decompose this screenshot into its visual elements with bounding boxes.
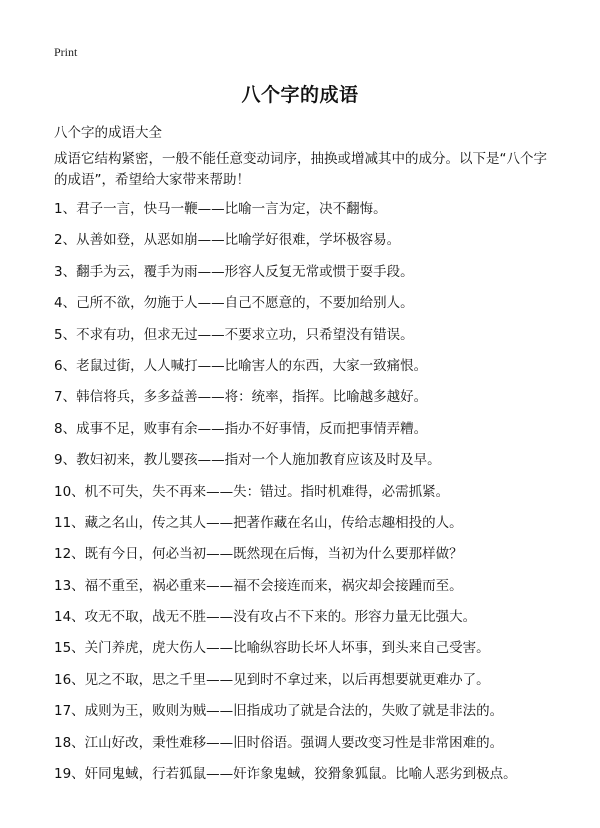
idiom-item: 16、见之不取，思之千里——见到时不拿过来，以后再想要就更难办了。 [54,671,490,688]
idiom-item: 15、关门养虎，虎大伤人——比喻纵容助长坏人坏事，到头来自己受害。 [54,640,490,657]
idiom-list [54,200,574,796]
intro-paragraph: 成语它结构紧密，一般不能任意变动词序，抽换或增减其中的成分。以下是“八个字的成语”，希望给大家带来帮助！ [54,151,547,188]
article-subtitle: 八个字的成语大全 [54,125,162,141]
idiom-item: 11、藏之名山，传之其人——把著作藏在名山，传给志趣相投的人。 [54,514,463,531]
idiom-item: 8、成事不足，败事有余——指办不好事情，反而把事情弄糟。 [54,420,428,437]
idiom-item: 3、翻手为云，覆手为雨——形容人反复无常或惯于耍手段。 [54,263,414,280]
idiom-item: 17、成则为王，败则为贼——旧指成功了就是合法的，失败了就是非法的。 [54,703,504,720]
idiom-item: 14、攻无不取，战无不胜——没有攻占不下来的。形容力量无比强大。 [54,609,477,626]
idiom-item: 12、既有今日，何必当初——既然现在后悔，当初为什么要那样做？ [54,546,463,563]
idiom-item: 1、君子一言，快马一鞭——比喻一言为定，决不翻悔。 [54,201,387,217]
idiom-item: 5、不求有功，但求无过——不要求立功，只希望没有错误。 [54,326,414,343]
idiom-item: 13、福不重至，祸必重来——福不会接连而来，祸灾却会接踵而至。 [54,577,463,594]
idiom-item: 6、老鼠过街，人人喊打——比喻害人的东西，大家一致痛恨。 [54,357,428,374]
idiom-item: 7、韩信将兵，多多益善——将：统率，指挥。比喻越多越好。 [54,389,428,406]
idiom-item: 18、江山好改，秉性难移——旧时俗语。强调人要改变习性是非常困难的。 [54,734,504,751]
idiom-item: 4、己所不欲，勿施于人——自己不愿意的，不要加给别人。 [54,295,414,312]
idiom-item: 9、教妇初来，教儿婴孩——指对一个人施加教育应该及时及早。 [54,452,441,469]
print-link[interactable]: Print [54,45,78,59]
idiom-item: 10、机不可失，失不再来——失：错过。指时机难得，必需抓紧。 [54,483,450,500]
idiom-item: 2、从善如登，从恶如崩——比喻学好很难，学坏极容易。 [54,232,401,249]
page-title: 八个字的成语 [241,84,359,106]
idiom-item: 19、奸同鬼蜮，行若狐鼠——奸诈象鬼蜮，狡猾象狐鼠。比喻人恶劣到极点。 [54,766,517,783]
